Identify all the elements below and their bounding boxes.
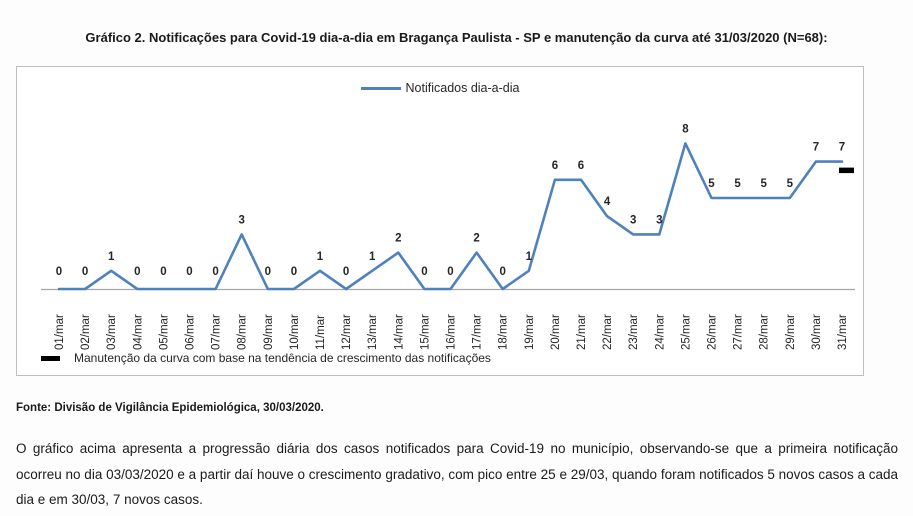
data-label: 1 bbox=[316, 250, 324, 263]
data-label: 7 bbox=[812, 141, 820, 154]
x-tick-label: 06/mar bbox=[184, 314, 197, 350]
data-label: 0 bbox=[264, 266, 272, 278]
chart-panel bbox=[16, 66, 864, 376]
x-tick-label: 23/mar bbox=[628, 314, 641, 350]
x-tick-label: 01/mar bbox=[54, 314, 66, 350]
legend-manutencao bbox=[41, 351, 491, 365]
data-label: 2 bbox=[473, 232, 480, 245]
data-label: 3 bbox=[238, 214, 245, 227]
data-label: 0 bbox=[186, 266, 193, 278]
x-tick-label: 08/mar bbox=[236, 314, 249, 350]
x-tick-label: 22/mar bbox=[602, 314, 615, 350]
data-label: 0 bbox=[212, 266, 219, 278]
data-label: 5 bbox=[760, 178, 767, 190]
data-label: 2 bbox=[395, 232, 402, 245]
data-label: 1 bbox=[107, 250, 115, 263]
x-tick-label: 18/mar bbox=[497, 314, 510, 350]
x-tick-label: 03/mar bbox=[106, 314, 119, 350]
x-tick-label: 24/mar bbox=[654, 314, 667, 350]
legend-manutencao-label: Manutenção da curva com base na tendência de crescimento das notificações bbox=[74, 351, 491, 365]
data-label: 7 bbox=[838, 141, 846, 154]
data-label: 0 bbox=[499, 266, 506, 278]
x-tick-label: 12/mar bbox=[341, 314, 354, 350]
data-label: 4 bbox=[603, 196, 611, 209]
x-tick-label: 26/mar bbox=[706, 314, 719, 350]
data-label: 0 bbox=[290, 266, 298, 278]
x-tick-label: 20/mar bbox=[549, 314, 562, 350]
data-label: 3 bbox=[629, 214, 637, 227]
x-tick-label: 16/mar bbox=[445, 314, 458, 350]
data-label: 0 bbox=[134, 266, 141, 278]
x-tick-label: 02/mar bbox=[80, 314, 93, 350]
data-label: 3 bbox=[656, 214, 663, 227]
x-tick-label: 27/mar bbox=[732, 314, 745, 350]
data-label: 0 bbox=[160, 266, 167, 278]
data-label: 5 bbox=[734, 178, 741, 190]
line-swatch-icon bbox=[361, 87, 401, 90]
data-label: 6 bbox=[577, 159, 585, 172]
data-label: 6 bbox=[551, 159, 559, 172]
legend-notificados bbox=[17, 81, 863, 95]
chart-title: Gráfico 2. Notificações para Covid-19 dia-a-dia em Bragança Paulista - SP e manutenção da curva até 31/03/2020 (N=68): bbox=[85, 30, 828, 45]
x-tick-label: 05/mar bbox=[158, 314, 171, 350]
x-tick-label: 04/mar bbox=[132, 314, 145, 350]
description-paragraph: O gráfico acima apresenta a progressão diária dos casos notificados para Covid-19 no município, observando-se que a primeira notificação ocorreu no dia 03/03/2020 e a partir daí houve o crescimento gradativo, com pico entre 25 e 29/03, quando foram notificados 5 novos casos a cada dia e em 30/03, 7 novos casos. bbox=[16, 441, 898, 507]
data-label: 0 bbox=[342, 266, 350, 278]
x-tick-label: 15/mar bbox=[419, 314, 432, 350]
dash-swatch-icon bbox=[41, 356, 60, 361]
legend-notificados-label: Notificados dia-a-dia bbox=[405, 81, 520, 95]
x-tick-label: 19/mar bbox=[523, 314, 536, 350]
x-tick-label: 17/mar bbox=[471, 314, 484, 350]
chart-svg bbox=[17, 67, 865, 377]
source-note: Fonte: Divisão de Vigilância Epidemiológica, 30/03/2020. bbox=[16, 402, 324, 414]
x-tick-label: 10/mar bbox=[288, 314, 301, 350]
x-tick-label: 21/mar bbox=[576, 314, 588, 350]
maintenance-dash-marker bbox=[839, 168, 854, 174]
x-tick-label: 29/mar bbox=[784, 314, 797, 350]
data-label: 8 bbox=[682, 123, 689, 136]
x-tick-label: 31/mar bbox=[837, 314, 849, 350]
data-label: 1 bbox=[525, 250, 533, 263]
data-label: 0 bbox=[55, 266, 63, 278]
x-tick-label: 14/mar bbox=[393, 314, 406, 350]
data-label: 5 bbox=[786, 178, 794, 190]
data-label: 0 bbox=[447, 266, 454, 278]
x-tick-label: 11/mar bbox=[315, 315, 327, 350]
data-label: 0 bbox=[81, 266, 89, 278]
x-tick-label: 13/mar bbox=[367, 314, 380, 350]
x-tick-label: 25/mar bbox=[680, 314, 693, 350]
x-tick-label: 28/mar bbox=[758, 314, 771, 350]
data-label: 1 bbox=[368, 250, 376, 263]
data-label: 5 bbox=[708, 178, 715, 190]
x-tick-label: 30/mar bbox=[810, 314, 823, 350]
x-tick-label: 07/mar bbox=[210, 314, 223, 350]
x-tick-label: 09/mar bbox=[262, 314, 275, 350]
data-label: 0 bbox=[421, 266, 428, 278]
